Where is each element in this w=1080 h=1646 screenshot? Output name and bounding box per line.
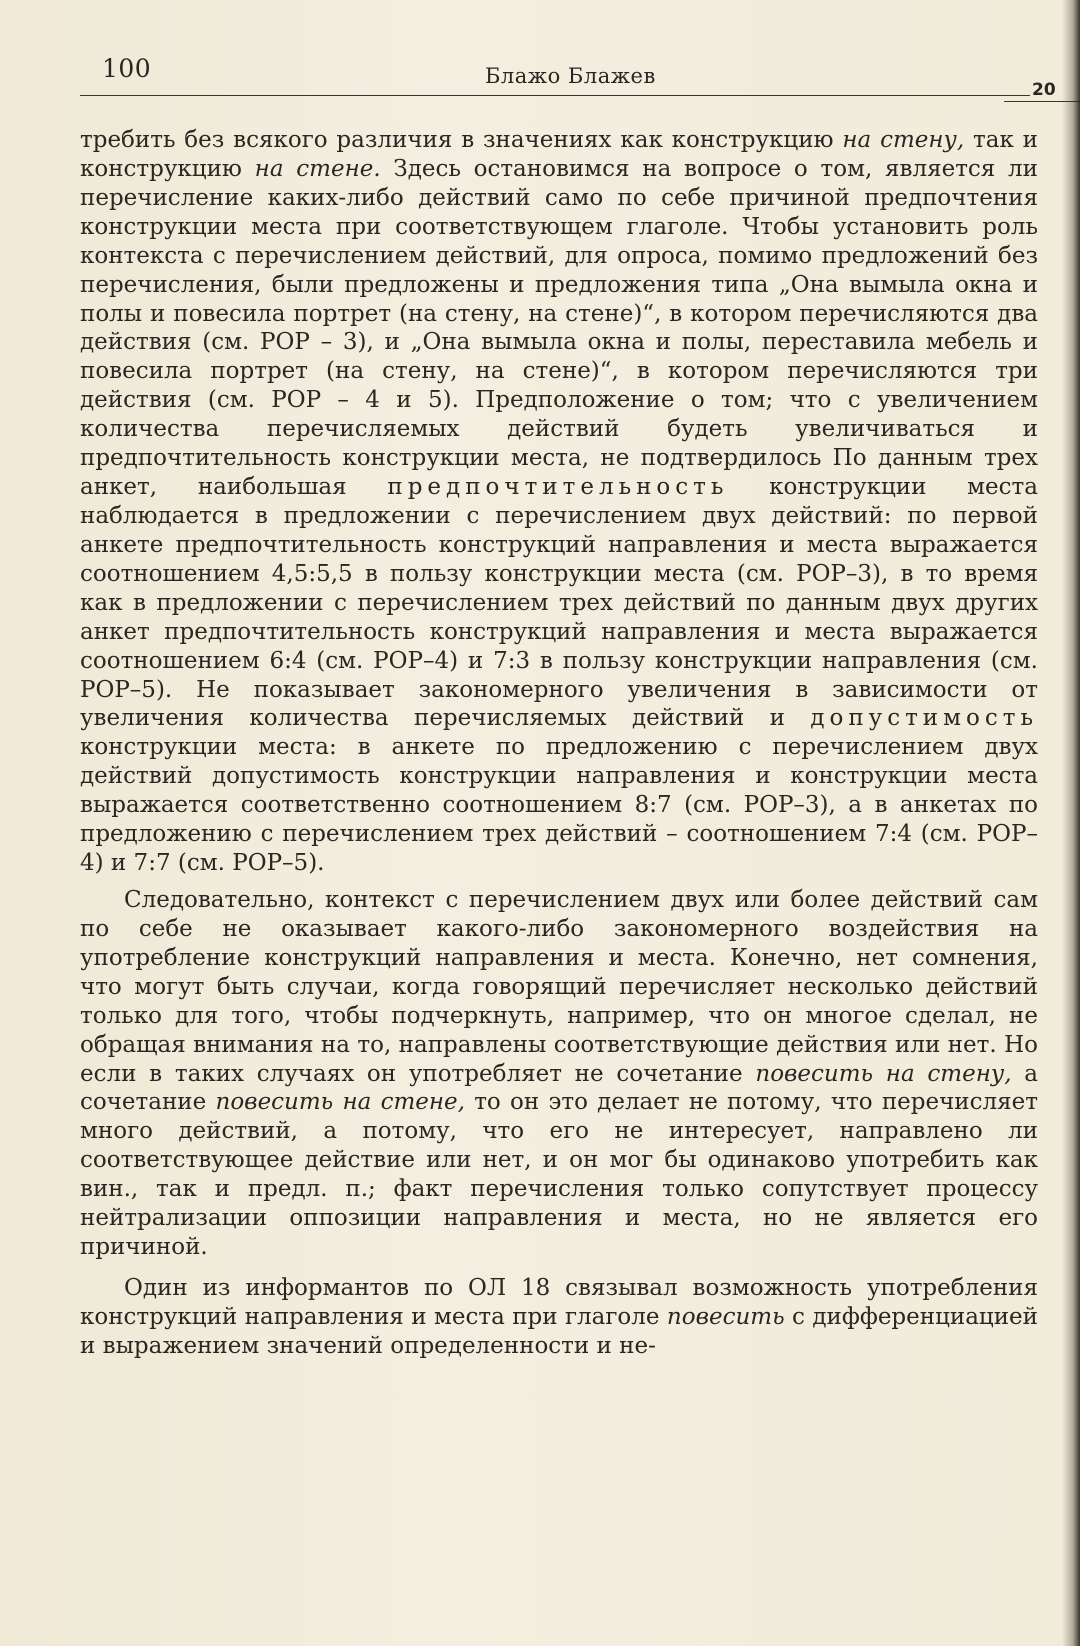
text-run: требить без всякого различия в значениях как конструкцию [80,127,843,153]
text-run: то он это делает не потому, что перечисляет много действий, а потому, что его не интересует, направлено ли соответствующее действие или нет, и он мог бы одинаково употребить как вин., так и предл. п.; факт перечисления только сопутствует процессу нейтрализации оппозиции направления и места, но не является его причиной. [80,1089,1038,1261]
emphasis-text: допустимость [810,705,1038,732]
text-run: Здесь остановимся на вопросе о том, является ли перечисление каких-либо действий само по себе причиной предпочтения конструкции места при соответствующем глаголе. Чтобы установить роль контекста с перечислением действий, для опроса, помимо предложений без перечисления, были предложены и предложения типа „Она вымыла окна и полы и повесила портрет (на стену, на стене)“, в котором перечисляются два действия (см. РОР – 3), и „Она вымыла окна и полы, переставила мебель и повесила портрет (на стену, на стене)“, в котором перечисляются три действия (см. РОР – 4 и 5). Предположение о том; что с увеличением количества перечисляемых действий будеть увеличиваться и предпочтительность конструкции места, не подтвердилось По данным трех анкет, наибольшая [80,155,1038,501]
text-run: Один из информантов по ОЛ 18 связывал возможность употребления конструкций направления и места при глаголе [80,1274,1038,1330]
text-run: так и конструкцию [80,127,1038,182]
example-phrase: повесить на стену, [755,1060,1012,1087]
paragraph [80,1274,1038,1361]
page-header [80,54,1058,100]
example-phrase: повесить [666,1303,785,1330]
page-edge-shadow [1062,0,1080,1646]
page-number: 100 [102,54,152,83]
example-phrase: на стене. [254,155,381,182]
example-phrase: на стену, [842,127,965,153]
running-head: Блажо Блажев [485,64,656,88]
body-text [80,126,1038,1361]
text-run: конструкции места: в анкете по предложению с перечислением двух действий допустимость конструкции направления и конструкции места выражается соответственно соотношением 8:7 (см. РОР–3), а в анкетах по предложению с перечислением трех действий – соотношением 7:4 (см. РОР–4) и 7:7 (см. РОР–5). [80,734,1038,877]
text-run: а сочетание [80,1060,1038,1116]
text-run: с дифференциацией и выражением значений определенности и не- [80,1303,1038,1359]
side-number: 20 [1032,80,1056,100]
emphasis-text: предпочтительность [387,474,729,501]
paragraph [80,886,1038,1262]
text-run: Следовательно, контекст с перечислением двух или более действий сам по себе не оказывает какого-либо закономерного воздействия на употребление конструкций направления и места. Конечно, нет сомнения, что могут быть случаи, когда говорящий перечисляет несколько действий только для того, чтобы подчеркнуть, например, что он многое сделал, не обращая внимания на то, направлены соответствующие действия или нет. Но если в таких случаях он употребляет не сочетание [80,886,1038,1087]
header-rule [80,95,1030,96]
paragraph [80,126,1038,878]
text-run: конструкции места наблюдается в предложении с перечислением двух действий: по первой анкете предпочтительность конструкций направления и места выражается соотношением 4,5:5,5 в пользу конструкции места (см. РОР–3), в то время как в предложении с перечислением трех действий по данным двух других анкет предпочтительность конструкций направления и места выражается соотношением 6:4 (см. РОР–4) и 7:3 в пользу конструкции направления (см. РОР–5). Не показывает закономерного увеличения в зависимости от увеличения количества перечисляемых действий и [80,474,1038,732]
example-phrase: повесить на стене, [215,1089,465,1116]
